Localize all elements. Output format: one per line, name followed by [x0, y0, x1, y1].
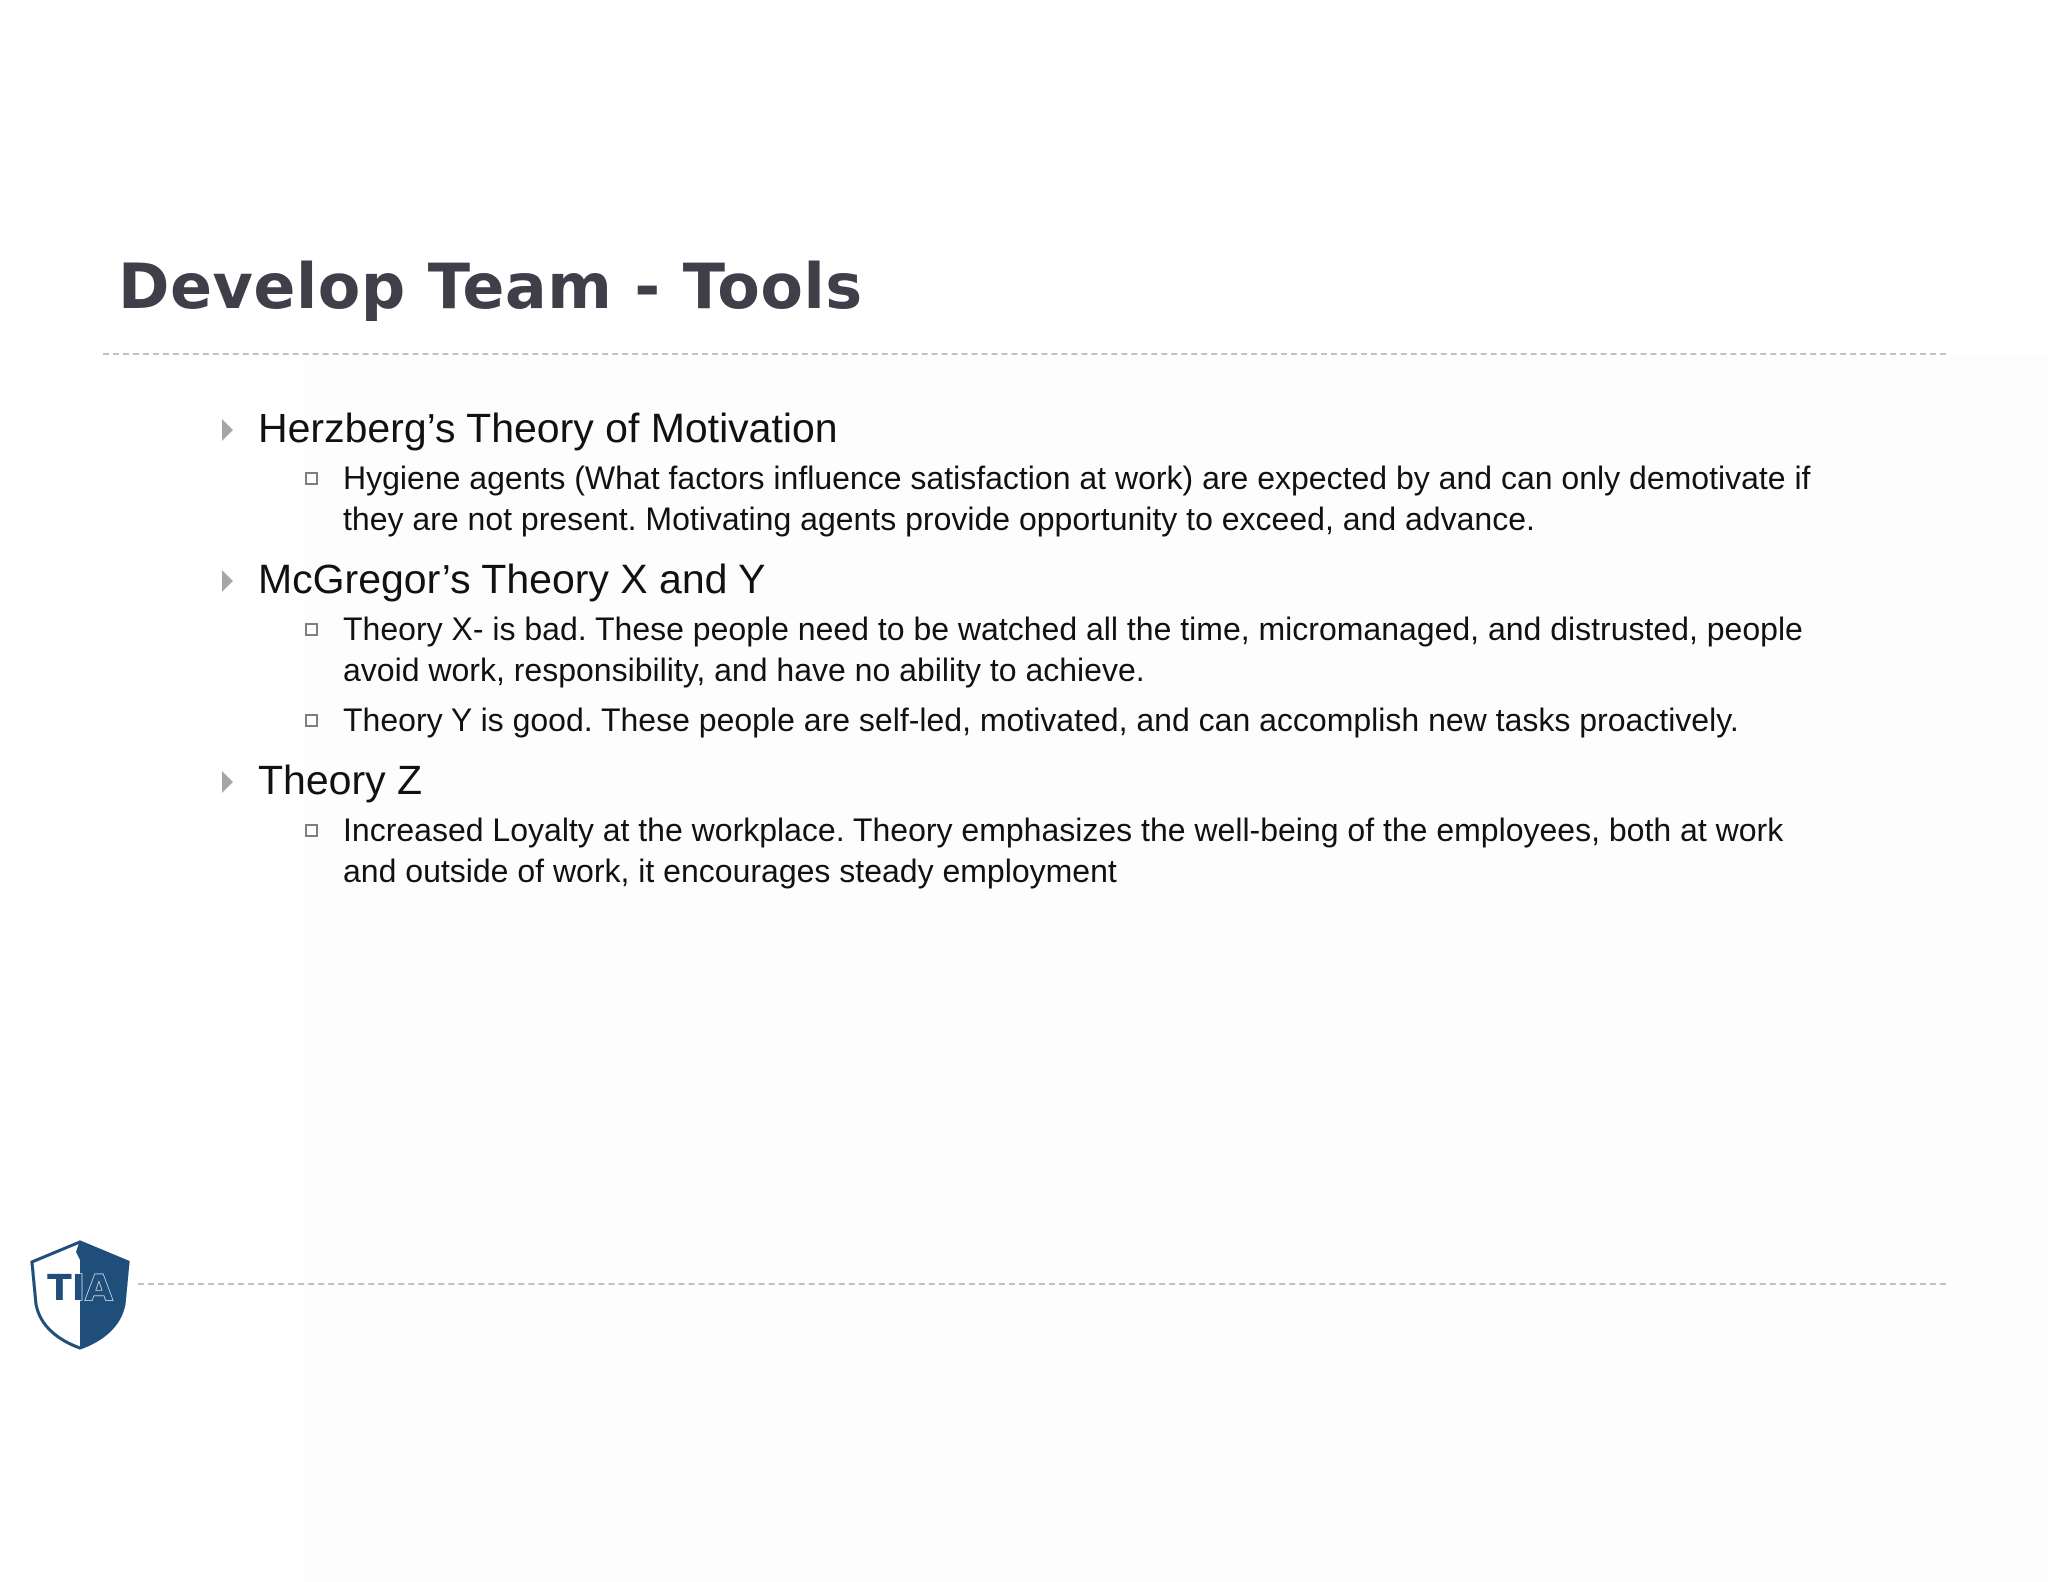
section-theory-z — [218, 750, 1784, 892]
section-mcgregor — [218, 549, 1803, 741]
sub-bullet-text: Theory Y is good. These people are self-led, motivated, and can accomplish new tasks proactively. — [343, 702, 1739, 738]
section-heading: McGregor’s Theory X and Y — [258, 556, 766, 602]
section-herzberg — [218, 398, 1811, 540]
sub-bullet-text: Increased Loyalty at the workplace. Theory emphasizes the well-being of the employees, both at work and outside of work, it encourages steady employment — [343, 812, 1784, 889]
sub-bullet-text: Hygiene agents (What factors influence satisfaction at work) are expected by and can only demotivate if they are not present. Motivating agents provide opportunity to exceed, and advance. — [343, 460, 1811, 537]
sub-bullet — [258, 458, 1811, 540]
sub-bullet-list — [258, 609, 1803, 741]
sub-bullet-list — [258, 458, 1811, 540]
slide-title: Develop Team - Tools — [118, 250, 863, 323]
sub-bullet-list — [258, 810, 1784, 892]
bullet-arrow-icon — [222, 570, 233, 592]
section-heading: Theory Z — [258, 757, 423, 803]
bullet-square-icon — [305, 623, 318, 636]
bullet-square-icon — [305, 714, 318, 727]
logo-text: TIA — [47, 1268, 113, 1309]
bullet-square-icon — [305, 472, 318, 485]
title-divider — [103, 353, 1946, 355]
tia-shield-logo-icon — [24, 1238, 136, 1350]
section-heading: Herzberg’s Theory of Motivation — [258, 405, 838, 451]
sub-bullet — [258, 609, 1803, 691]
bullet-arrow-icon — [222, 771, 233, 793]
footer-divider — [138, 1283, 1946, 1285]
bullet-list — [218, 398, 1811, 901]
sub-bullet — [258, 810, 1784, 892]
bullet-arrow-icon — [222, 419, 233, 441]
bullet-square-icon — [305, 824, 318, 837]
sub-bullet — [258, 700, 1758, 741]
sub-bullet-text: Theory X- is bad. These people need to be watched all the time, micromanaged, and distrusted, people avoid work, responsibility, and have no ability to achieve. — [343, 611, 1803, 688]
